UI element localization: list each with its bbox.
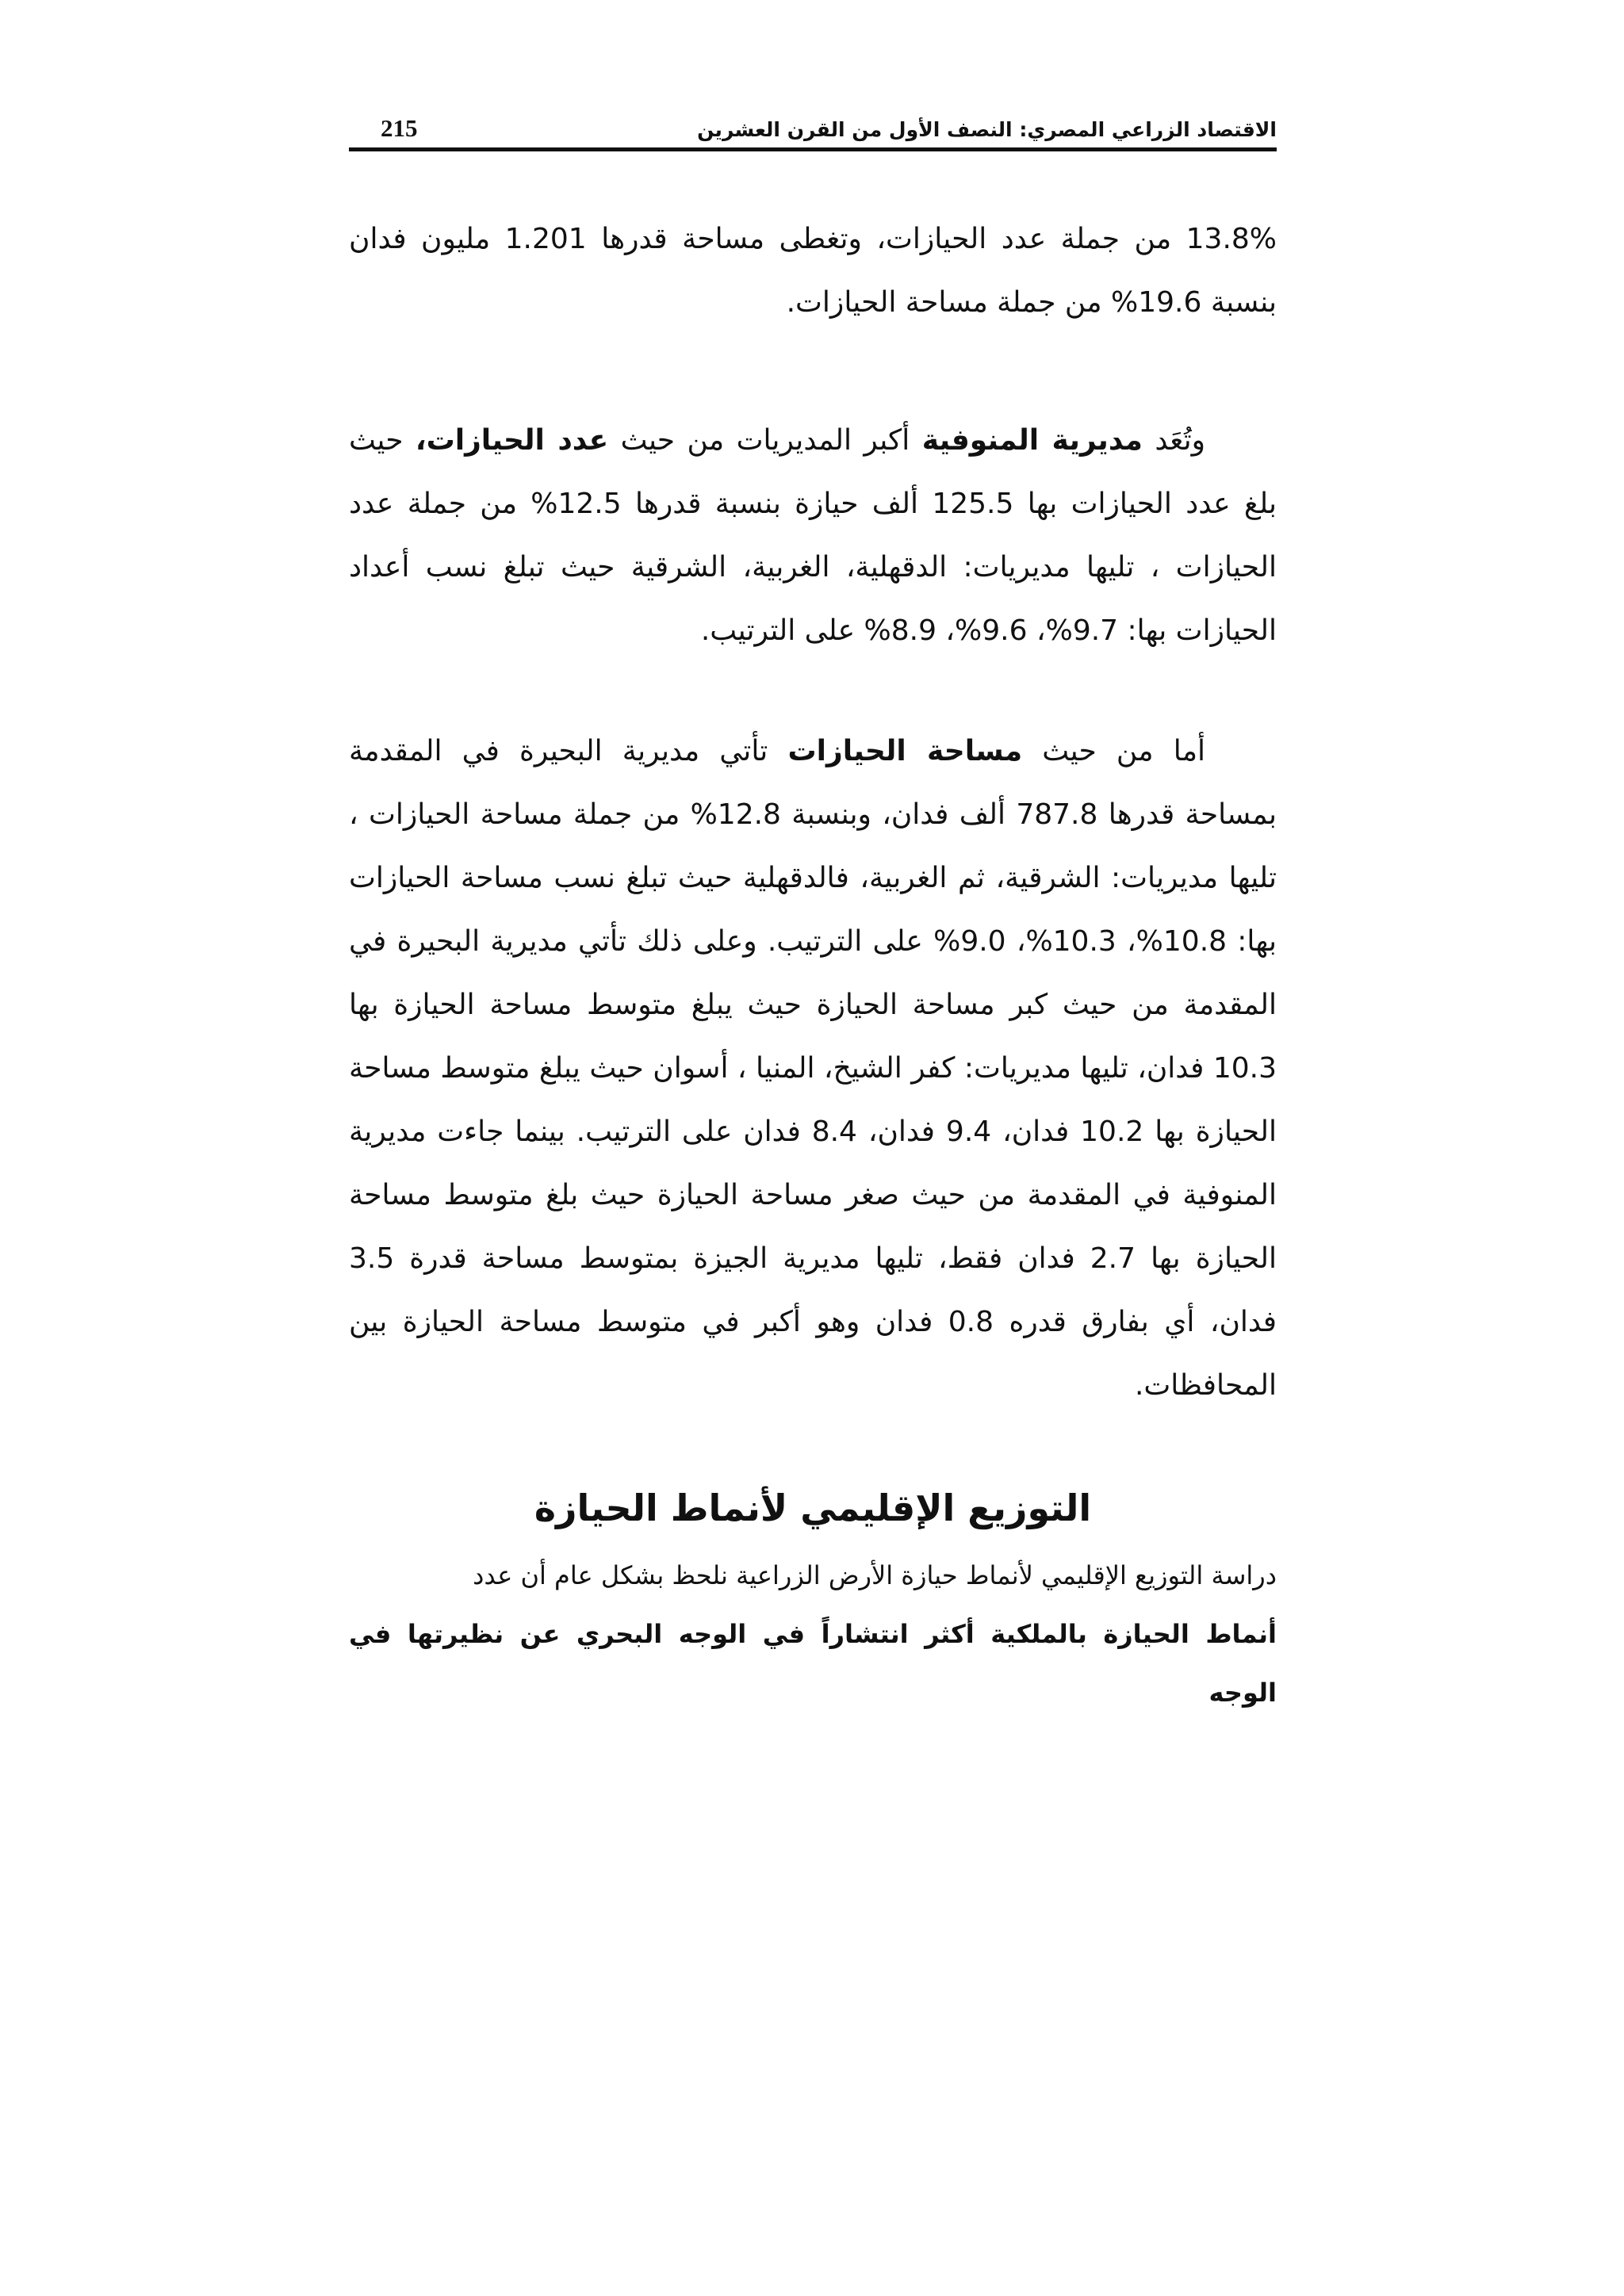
- section-bold-line: أنماط الحيازة بالملكية أكثر انتشاراً في الوجه البحري عن نظيرتها في الوجه: [349, 1619, 1277, 1708]
- paragraph-2-part-2: أكبر المديريات من حيث: [608, 424, 922, 457]
- header-rule: [349, 147, 1277, 151]
- section-intro-text: دراسة التوزيع الإقليمي لأنماط حيازة الأرض الزراعية نلحظ بشكل عام أن عدد: [473, 1560, 1277, 1590]
- paragraph-2-text: [349, 409, 1277, 663]
- paragraph-3-part-2: تأتي مديرية البحيرة في المقدمة بمساحة قدرها 787.8 ألف فدان، وبنسبة 12.8% من جملة مساحة الحيازات ، تليها مديريات: الشرقية، ثم الغربية، فالدقهلية حيث تبلغ نسب مساحة الحيازات بها: 10.8%، 10.3%، 9.0% على الترتيب. وعلى ذلك تأتي مديرية البحيرة في المقدمة من حيث كبر مساحة الحيازة حيث يبلغ متوسط مساحة الحيازة بها 10.3 فدان، تليها مديريات: كفر الشيخ، المنيا ، أسوان حيث يبلغ متوسط مساحة الحيازة بها 10.2 فدان، 9.4 فدان، 8.4 فدان على الترتيب. بينما جاءت مديرية المنوفية في المقدمة من حيث صغر مساحة الحيازة حيث بلغ متوسط مساحة الحيازة بها 2.7 فدان فقط، تليها مديرية الجيزة بمتوسط مساحة قدرة 3.5 فدان، أي بفارق قدره 0.8 فدان وهو أكبر في متوسط مساحة الحيازة بين المحافظات.: [349, 735, 1277, 1402]
- paragraph-3: [349, 720, 1277, 1418]
- paragraph-2-bold-governorate: مديرية المنوفية: [921, 424, 1143, 457]
- paragraph-3-text: [349, 720, 1277, 1418]
- paragraph-2-part-3: حيث بلغ عدد الحيازات بها 125.5 ألف حيازة بنسبة قدرها 12.5% من جملة عدد الحيازات ، تليها مديريات: الدقهلية، الغربية، الشرقية حيث تبلغ نسب أعداد الحيازات بها: 9.7%، 9.6%، 8.9% على الترتيب.: [349, 424, 1277, 647]
- paragraph-1-text: 13.8% من جملة عدد الحيازات، وتغطى مساحة قدرها 1.201 مليون فدان بنسبة 19.6% من جملة مساحة الحيازات.: [349, 223, 1277, 319]
- running-title: الاقتصاد الزراعي المصري: النصف الأول من القرن العشرين: [697, 118, 1277, 141]
- paragraph-2-bold-holdings-count: عدد الحيازات،: [415, 424, 609, 457]
- paragraph-1: [349, 208, 1277, 335]
- page-header: [349, 101, 1277, 149]
- paragraph-3-part-1: أما من حيث: [1022, 735, 1205, 767]
- paragraph-2: [349, 409, 1277, 663]
- section-intro-paragraph: [349, 1546, 1277, 1722]
- section-heading: التوزيع الإقليمي لأنماط الحيازة: [534, 1487, 1092, 1529]
- paragraph-2-part-1: وتُعَد: [1142, 424, 1205, 457]
- paragraph-3-bold-holdings-area: مساحة الحيازات: [787, 735, 1023, 767]
- page-number: 215: [381, 114, 418, 142]
